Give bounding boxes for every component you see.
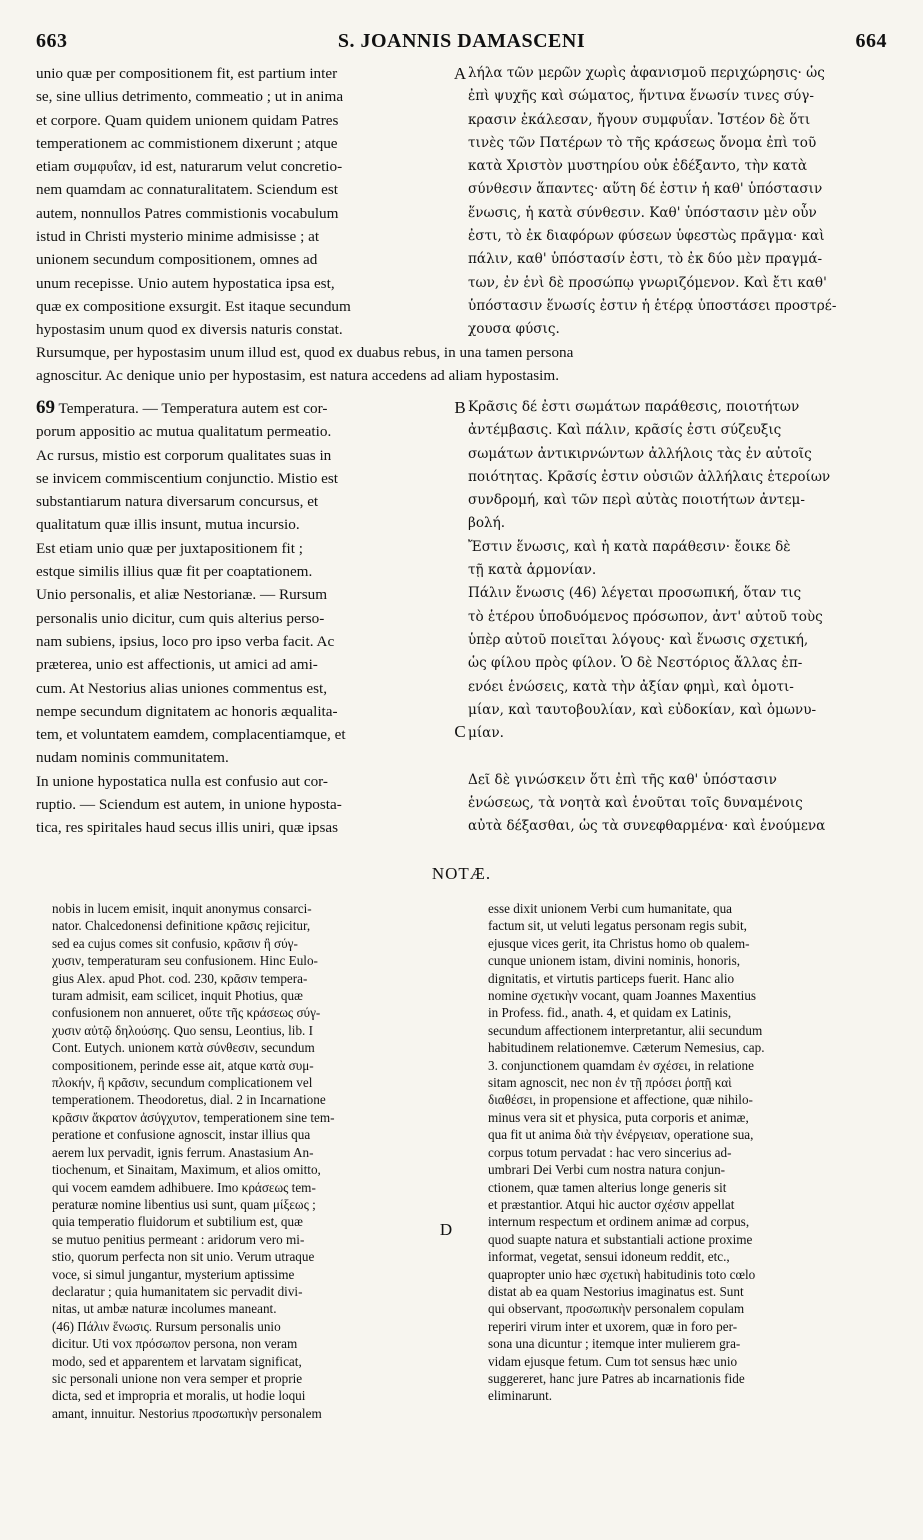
note-line: vidam ejusque fetum. Cum tot sensus hæc unio — [488, 1353, 738, 1369]
margin-letter-b: B — [454, 398, 466, 417]
text-line: αὐτὰ δέξασθαι, ὡς τὰ συνεφθαρμένα· καὶ ἑνούμενα — [468, 818, 826, 835]
note-line: declaratur ; quia humanitatem sic pervadit divi- — [52, 1283, 303, 1299]
text-line: nudam nominis communitatem. — [36, 749, 229, 767]
note-line: confusionem non annueret, οὔτε τῆς κράσεως σύγ- — [52, 1005, 321, 1021]
latin-column-top — [36, 62, 454, 342]
text-line: etiam συμφυΐαν, id est, naturarum velut concretio- — [36, 158, 343, 176]
text-line: nem quamdam ac connaturalitatem. Sciendum est — [36, 181, 338, 199]
page-number-right: 664 — [855, 30, 887, 52]
note-line: nitas, ut ambæ naturæ incolumes maneant. — [52, 1301, 277, 1317]
note-line: sona una dicuntur ; itemque inter mulierem gra- — [488, 1336, 741, 1352]
text-line: In unione hypostatica nulla est confusio aut cor- — [36, 772, 328, 790]
note-line: κρᾶσιν ἄκρατον ἀσύγχυτον, temperationem sine tem- — [52, 1109, 335, 1125]
note-line: internum respectum et ordinem animæ ad corpus, — [488, 1214, 750, 1230]
note-line: minus vera sit et physica, puta corporis et animæ, — [488, 1109, 749, 1125]
note-line: habitudinem relationemve. Cæterum Nemesius, cap. — [488, 1040, 765, 1056]
notes-left-column — [52, 900, 456, 1422]
note-line: ejusque vices gerit, ita Christus homo ob qualem- — [488, 935, 750, 951]
text-line: temperationem ac commistionem dixerunt ; atque — [36, 134, 338, 152]
text-line: μίαν, καὶ ταυτοβουλίαν, καὶ εὐδοκίαν, καὶ ὁμωνυ- — [468, 701, 817, 718]
text-line: κρασιν ἐκάλεσαν, ἤγουν συμφυΐαν. Ἰστέον δὲ ὅτι — [468, 111, 811, 128]
margin-letter-d: D — [439, 1220, 453, 1239]
text-line: Rursumque, per hypostasim unum illud est, quod ex duabus rebus, in una tamen persona — [36, 344, 574, 361]
text-line: qualitatum quæ illis insunt, mutua incursio. — [36, 516, 300, 534]
text-line: se invicem commiscentium conjunctio. Mistio est — [36, 469, 339, 487]
text-line: estque similis illius quæ fit per coaptationem. — [36, 563, 313, 581]
text-line: συνδρομή, καὶ τῶν περὶ αὐτὰς ποιοτήτων ἀντεμ- — [468, 492, 805, 509]
note-line: ctionem, quæ tamen alterius longe generis sit — [488, 1179, 727, 1195]
note-line: διαθέσει, in propensione et affectione, quæ nihilo- — [488, 1092, 753, 1108]
note-line: stio, quorum perfecta non sit unio. Verum utraque — [52, 1249, 315, 1265]
text-line: unionem secundum compositionem, omnes ad — [36, 251, 318, 269]
note-line: cunque unionem istam, divini nominis, honoris, — [488, 953, 741, 969]
page-header — [36, 30, 887, 58]
note-line: temperationem. Theodoretus, dial. 2 in Incarnatione — [52, 1092, 326, 1108]
text-line: ruptio. — Sciendum est autem, in unione hyposta- — [36, 796, 342, 814]
running-title: S. JOANNIS DAMASCENI — [337, 30, 586, 52]
text-line: substantiarum natura diversarum concursus, et — [36, 493, 319, 511]
text-line: porum appositio ac mutua qualitatum permeatio. — [36, 423, 332, 441]
note-line: compositionem, perinde esse ait, atque κατὰ συμ- — [52, 1057, 314, 1073]
text-line: μίαν. — [468, 725, 504, 742]
note-line: sed ea cujus comes sit confusio, κρᾶσιν ἢ σύγ- — [52, 935, 298, 951]
note-line: qua fit ut anima διὰ τὴν ἐνέργειαν, operatione sua, — [488, 1127, 754, 1143]
notae-title: NOTÆ. — [431, 864, 492, 883]
text-line: hypostasim unum quod ex diversis naturis constat. — [36, 321, 343, 339]
text-line: ὡς φίλου πρὸς φίλον. Ὁ δὲ Νεστόριος ἄλλας ἐπ- — [468, 655, 803, 672]
note-line: dicta, sed et impropria et moralis, ut hodie loqui — [52, 1388, 306, 1404]
text-line: ἐπὶ ψυχῆς καὶ σώματος, ἥντινα ἕνωσίν τινες σύγ- — [468, 88, 814, 105]
section-heading-line — [36, 396, 454, 420]
note-line: esse dixit unionem Verbi cum humanitate, qua — [488, 901, 733, 916]
text-line: Est etiam unio quæ per juxtapositionem fit ; — [36, 539, 304, 557]
full-width-lines — [36, 341, 886, 388]
note-line: factum sit, ut veluti legatus personam regis subit, — [488, 918, 747, 934]
note-line: secundum affectionem interpretantur, alii secundum — [488, 1022, 763, 1038]
note-line: distat ab ea quam Nestorius imaginatus est. Sunt — [488, 1283, 744, 1299]
note-line: dicitur. Uti vox πρόσωπον persona, non veram — [52, 1336, 298, 1352]
note-line: sitam agnoscit, nec non ἐν τῇ πρόσει ῥοπῇ καὶ — [488, 1075, 732, 1091]
text-line: ὑπόστασιν ἕνωσίς ἐστιν ἡ ἑτέρᾳ ὑποστάσει προστρέ- — [468, 297, 837, 314]
text-line: personalis unio dicitur, cum quis alterius perso- — [36, 609, 325, 627]
text-line: χουσα φύσις. — [468, 321, 560, 338]
text-line: præterea, unio est affectionis, ut amici ad ami- — [36, 656, 318, 674]
note-line: χυσιν, temperaturam seu confusionem. Hinc Eulo- — [52, 953, 318, 969]
note-line: in Profess. fid., anath. 4, et quidam ex Latinis, — [488, 1005, 732, 1021]
latin-column-middle — [36, 396, 454, 840]
note-line: nomine σχετικὴν vocant, quam Joannes Maxentius — [488, 988, 757, 1004]
note-line: corpus totum pervadat : hac vero sincerius ad- — [488, 1144, 732, 1160]
text-line: tem, et voluntatem eamdem, complacentiamque, et — [36, 726, 346, 744]
text-line: κατὰ Χριστὸν μυστηρίου οὐκ ἐδέξαντο, τὴν κατὰ — [468, 158, 808, 175]
text-line: ἐστι, τὸ ἐκ διαφόρων φύσεων ὑφεστὼς πρᾶγμα· καὶ — [468, 228, 825, 245]
note-line: peraturæ nomine libentius usi sunt, quam μίξεως ; — [52, 1196, 316, 1212]
text-line: ἀντέμβασις. Καὶ πάλιν, κρᾶσίς ἐστι σύζευξις — [468, 422, 782, 439]
text-line: ποιότητας. Κρᾶσίς ἐστιν οὐσιῶν ἀλλήλαις ἑτεροίων — [468, 468, 831, 485]
note-line: suggereret, hanc jure Patres ab incarnationis fide — [488, 1370, 745, 1386]
note-line: quia temperatio fluidorum et subtilium est, quæ — [52, 1214, 303, 1230]
text-line: se, sine ullius detrimento, commeatio ; ut in anima — [36, 88, 344, 106]
note-line: et præstantior. Atqui hic auctor σχέσιν appellat — [488, 1196, 735, 1212]
greek-column-middle — [468, 396, 886, 839]
note-line: dignitatis, et virtutis particeps fuerit. Hanc alio — [488, 970, 735, 986]
margin-letter-a: A — [453, 64, 467, 83]
note-line: qui vocem eamdem adhibuere. Imo κράσεως tem- — [52, 1179, 316, 1195]
section-heading-text: Temperatura. — Temperatura autem est cor- — [58, 400, 328, 417]
text-line: unum recepisse. Unio autem hypostatica ipsa est, — [36, 274, 335, 292]
note-line: amant, innuitur. Nestorius προσωπικὴν personalem — [52, 1405, 322, 1421]
text-line: τῇ κατὰ ἁρμονίαν. — [468, 562, 597, 579]
text-line: ὑπὲρ αὐτοῦ ποιεῖται λόγους· καὶ ἕνωσις σχετική, — [468, 631, 809, 648]
text-line: quæ ex compositione exsurgit. Est itaque secundum — [36, 297, 351, 315]
note-line: 3. conjunctionem quamdam ἐν σχέσει, in relatione — [488, 1057, 754, 1073]
note-line: Cont. Eutych. unionem κατὰ σύνθεσιν, secundum — [52, 1040, 315, 1056]
text-line: λήλα τῶν μερῶν χωρὶς ἀφανισμοῦ περιχώρησις· ὡς — [468, 65, 825, 81]
text-line: βολή. — [468, 515, 506, 532]
page-number-left: 663 — [36, 30, 68, 52]
text-line: Ac rursus, mistio est corporum qualitates suas in — [36, 446, 332, 464]
greek-column-top — [468, 62, 886, 342]
text-line: πάλιν, καθ' ὑπόστασίν ἐστι, τὸ ἐκ δύο μὲν πραγμά- — [468, 251, 823, 268]
text-line: ἑνώσεως, τὰ νοητὰ καὶ ἑνοῦται τοῖς δυναμένοις — [468, 795, 803, 812]
text-line: σωμάτων ἀντικιρνώντων ἀλλήλοις τὰς ἐν αὐτοῖς — [468, 445, 812, 462]
note-line: informat, vegetat, sensui idoneum reddit, etc., — [488, 1249, 730, 1265]
note-line: eliminarunt. — [488, 1388, 553, 1404]
text-line: τὸ ἑτέρου ὑποδυόμενος πρόσωπον, ἀντ' αὐτοῦ τοὺς — [468, 608, 823, 625]
text-line: nam subiens, ipsius, loco pro ipso verba facit. Ac — [36, 632, 335, 650]
note-line: πλοκήν, ἢ κρᾶσιν, secundum complicationem vel — [52, 1075, 313, 1091]
text-line: τινὲς τῶν Πατέρων τὸ τῆς κράσεως ὄνομα ἐπὶ τοῦ — [468, 134, 817, 151]
note-line: quod suapte natura et substantiali actione proxime — [488, 1231, 753, 1247]
text-line: ἕνωσις, ἡ κατὰ σύνθεσιν. Καθ' ὑπόστασιν μὲν οὖν — [468, 204, 817, 221]
note-line: peratione et confusione agnoscit, instar illius qua — [52, 1127, 311, 1143]
note-line: (46) Πάλιν ἕνωσις. Rursum personalis unio — [52, 1318, 281, 1334]
note-line: aerem lux pervadit, ignis ferrum. Anastasium An- — [52, 1144, 314, 1160]
text-line: Κρᾶσις δέ ἐστι σωμάτων παράθεσις, ποιοτήτων — [468, 399, 800, 415]
text-line: agnoscitur. Ac denique unio per hypostasim, est natura accedens ad aliam hypostasim. — [36, 367, 559, 385]
note-line: tiochenum, et Sinaitam, Maximum, et alios omitto, — [52, 1162, 321, 1178]
note-line: qui observant, προσωπικὴν personalem copulam — [488, 1301, 745, 1317]
text-line: Δεῖ δὲ γινώσκειν ὅτι ἐπὶ τῆς καθ' ὑπόστασιν — [468, 771, 777, 788]
note-line: nobis in lucem emisit, inquit anonymus consarci- — [52, 901, 312, 916]
note-line: modo, sed et apparentem et larvatam significat, — [52, 1353, 302, 1369]
note-line: gius Alex. apud Phot. cod. 230, κρᾶσιν tempera- — [52, 970, 308, 986]
text-line: cum. At Nestorius alias uniones commentus est, — [36, 679, 328, 697]
note-line: voce, si simul jungantur, mysterium aptissime — [52, 1266, 295, 1282]
text-line: Ἔστιν ἕνωσις, καὶ ἡ κατὰ παράθεσιν· ἔοικε δὲ — [468, 538, 791, 555]
note-line: umbrari Dei Verbi cum nostra natura conjun- — [488, 1162, 726, 1178]
text-line — [468, 745, 886, 768]
text-line: tica, res spiritales haud secus illis uniri, quæ ipsas — [36, 819, 339, 837]
text-line: Unio personalis, et aliæ Nestorianæ. — Rursum — [36, 586, 328, 604]
margin-letter-c: C — [454, 722, 466, 741]
note-line: se mutuo penitius permeant : aridorum vero mi- — [52, 1231, 305, 1247]
text-line: ενόει ἑνώσεις, κατὰ τὴν ἀξίαν φημὶ, καὶ ὁμοτι- — [468, 678, 794, 695]
notes-right-column — [488, 900, 888, 1405]
note-line: reperiri virum inter et uxorem, quæ in foro per- — [488, 1318, 738, 1334]
note-line: χυσιν αὐτῷ δηλούσης. Quo sensu, Leontius, lib. I — [52, 1022, 314, 1038]
text-line: των, ἐν ἑνὶ δὲ προσώπῳ γνωριζόμενον. Καὶ ἔτι καθ' — [468, 274, 827, 291]
text-line: Πάλιν ἕνωσις (46) λέγεται προσωπική, ὅταν τις — [468, 585, 802, 602]
text-line: autem, nonnullos Patres commistionis vocabulum — [36, 204, 339, 222]
note-line: turam admisit, eam scilicet, inquit Photius, quæ — [52, 988, 303, 1004]
text-line: et corpore. Quam quidem unionem quidam Patres — [36, 111, 339, 129]
text-line: istud in Christi mysterio minime admisisse ; at — [36, 228, 320, 246]
text-line: σύνθεσιν ἅπαντες· αὕτη δέ ἐστιν ἡ καθ' ὑπόστασιν — [468, 181, 823, 198]
section-number: 69 — [36, 397, 55, 418]
text-line: unio quæ per compositionem fit, est partium inter — [36, 65, 338, 82]
text-line: nempe secundum dignitatem ac honoris æqualita- — [36, 702, 338, 720]
note-line: quapropter unio hæc σχετικὴ habitudinis toto cœlo — [488, 1266, 756, 1282]
note-line: sic personali unione non vera semper et proprie — [52, 1370, 303, 1386]
note-line: nator. Chalcedonensi definitione κρᾶσις rejicitur, — [52, 918, 311, 934]
